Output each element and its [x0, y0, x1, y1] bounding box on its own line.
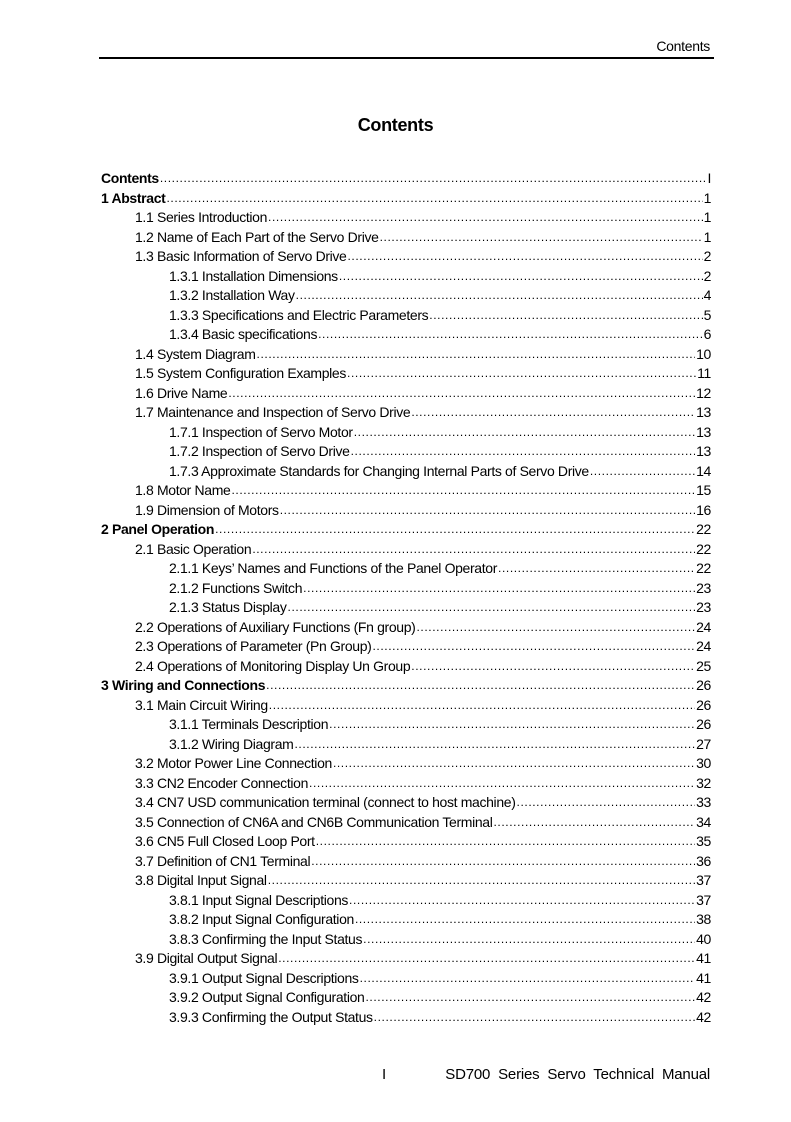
- toc-dot-leader: [252, 540, 695, 560]
- toc-dot-leader: [429, 306, 702, 326]
- toc-entry[interactable]: [101, 774, 711, 794]
- toc-entry-label: 2.3 Operations of Parameter (Pn Group): [135, 638, 372, 654]
- toc-entry-label: 2.1.1 Keys’ Names and Functions of the Panel Operator: [169, 560, 498, 576]
- toc-dot-leader: [269, 696, 695, 716]
- toc-entry[interactable]: [101, 676, 711, 696]
- toc-entry-label: 1.1 Series Introduction: [135, 209, 268, 225]
- toc-entry-page: 16: [696, 501, 711, 518]
- toc-dot-leader: [363, 930, 695, 950]
- toc-entry-page: 42: [696, 989, 711, 1005]
- toc-dot-leader: [365, 988, 695, 1008]
- toc-dot-leader: [268, 208, 703, 228]
- toc-entry-label: 3.1.2 Wiring Diagram: [169, 735, 294, 752]
- toc-entry-page: 1: [703, 209, 711, 225]
- toc-dot-leader: [498, 559, 695, 579]
- toc-entry-label: 3.9.3 Confirming the Output Status: [169, 1008, 373, 1025]
- toc-entry-label: 1.9 Dimension of Motors: [135, 501, 279, 518]
- toc-entry[interactable]: [101, 793, 711, 813]
- toc-entry-page: 41: [696, 950, 711, 966]
- toc-entry-page: 22: [696, 560, 711, 576]
- toc-entry-page: 23: [696, 579, 711, 596]
- toc-entry-page: 22: [696, 521, 711, 537]
- toc-entry-label: 1.3.4 Basic specifications: [169, 326, 318, 342]
- toc-entry-label: 3.7 Definition of CN1 Terminal: [135, 852, 311, 869]
- toc-entry-page: 40: [696, 930, 711, 947]
- toc-entry[interactable]: [101, 384, 711, 404]
- footer-page-number: I: [382, 1066, 387, 1083]
- toc-entry[interactable]: [101, 364, 711, 384]
- toc-dot-leader: [329, 715, 695, 735]
- toc-entry-label: 3 Wiring and Connections: [101, 677, 266, 693]
- toc-entry-page: 13: [696, 443, 711, 459]
- toc-entry-label: 1.7.2 Inspection of Servo Drive: [169, 443, 350, 459]
- toc-dot-leader: [348, 247, 703, 267]
- toc-dot-leader: [590, 462, 695, 482]
- toc-entry-page: 38: [696, 911, 711, 927]
- toc-entry-page: 2: [703, 248, 711, 264]
- toc-entry[interactable]: [101, 267, 711, 287]
- toc-dot-leader: [493, 813, 695, 833]
- toc-entry-label: 3.3 CN2 Encoder Connection: [135, 774, 309, 791]
- toc-entry[interactable]: [101, 657, 711, 677]
- toc-dot-leader: [296, 286, 703, 306]
- toc-entry-label: 1.3.3 Specifications and Electric Parameters: [169, 306, 429, 323]
- toc-entry[interactable]: [101, 696, 711, 716]
- toc-entry-page: 35: [696, 833, 711, 849]
- toc-entry-page: 33: [696, 794, 711, 810]
- toc-entry-page: I: [707, 170, 711, 186]
- toc-entry-page: 24: [696, 618, 711, 635]
- toc-dot-leader: [411, 657, 695, 677]
- toc-entry[interactable]: [101, 286, 711, 306]
- toc-entry-label: 1.3.2 Installation Way: [169, 287, 295, 303]
- toc-dot-leader: [339, 267, 703, 287]
- toc-entry-page: 1: [703, 228, 711, 245]
- toc-dot-leader: [231, 481, 695, 501]
- toc-entry-page: 42: [696, 1008, 711, 1025]
- toc-entry-label: 3.6 CN5 Full Closed Loop Port: [135, 833, 315, 849]
- toc-entry[interactable]: [101, 345, 711, 365]
- toc-entry[interactable]: [101, 735, 711, 755]
- running-header-title: Contents: [656, 38, 710, 54]
- toc-entry-page: 36: [696, 852, 711, 869]
- toc-dot-leader: [295, 735, 696, 755]
- toc-entry-page: 30: [696, 755, 711, 771]
- toc-entry-label: 3.9.2 Output Signal Configuration: [169, 989, 365, 1005]
- toc-entry-label: 3.9 Digital Output Signal: [135, 950, 278, 966]
- toc-dot-leader: [318, 325, 702, 345]
- toc-entry-label: 2.2 Operations of Auxiliary Functions (Fn group): [135, 618, 416, 635]
- toc-entry-label: 1.5 System Configuration Examples: [135, 365, 347, 381]
- toc-entry[interactable]: [101, 988, 711, 1008]
- toc-entry[interactable]: [101, 813, 711, 833]
- toc-entry[interactable]: [101, 715, 711, 735]
- toc-dot-leader: [215, 520, 695, 540]
- footer-manual-title: SD700 Series Servo Technical Manual: [445, 1066, 710, 1083]
- toc-entry-label: 2.1 Basic Operation: [135, 540, 252, 557]
- toc-dot-leader: [360, 969, 696, 989]
- toc-entry-label: 3.2 Motor Power Line Connection: [135, 755, 332, 771]
- toc-dot-leader: [266, 676, 695, 696]
- toc-dot-leader: [303, 579, 695, 599]
- toc-entry-label: 2.4 Operations of Monitoring Display Un Group: [135, 657, 411, 674]
- toc-entry-page: 23: [696, 599, 711, 615]
- toc-dot-leader: [309, 774, 695, 794]
- toc-dot-leader: [354, 423, 695, 443]
- toc-entry[interactable]: [101, 559, 711, 579]
- toc-entry-label: 3.9.1 Output Signal Descriptions: [169, 969, 359, 986]
- toc-entry-label: 1.7.1 Inspection of Servo Motor: [169, 423, 353, 440]
- toc-dot-leader: [351, 442, 696, 462]
- toc-entry-label: 3.1.1 Terminals Description: [169, 716, 329, 732]
- toc-dot-leader: [160, 169, 707, 189]
- toc-entry-label: 1.4 System Diagram: [135, 345, 256, 362]
- toc-entry-page: 12: [696, 384, 711, 401]
- toc-entry-page: 15: [696, 482, 711, 498]
- toc-dot-leader: [355, 910, 695, 930]
- toc-entry-label: 1.8 Motor Name: [135, 482, 231, 498]
- toc-dot-leader: [166, 189, 702, 209]
- toc-entry[interactable]: [101, 247, 711, 267]
- toc-entry[interactable]: [101, 462, 711, 482]
- toc-entry-label: 1.7.3 Approximate Standards for Changing Internal Parts of Servo Drive: [169, 462, 589, 479]
- toc-dot-leader: [373, 637, 696, 657]
- toc-entry-page: 26: [696, 677, 711, 693]
- toc-entry-page: 24: [696, 638, 711, 654]
- toc-dot-leader: [380, 228, 703, 248]
- toc-entry-label: 1.6 Drive Name: [135, 384, 228, 401]
- toc-entry-page: 1: [703, 189, 711, 206]
- toc-entry-page: 11: [697, 365, 711, 381]
- toc-entry[interactable]: [101, 442, 711, 462]
- toc-entry[interactable]: [101, 949, 711, 969]
- toc-dot-leader: [316, 832, 695, 852]
- toc-entry-label: 3.8.1 Input Signal Descriptions: [169, 891, 349, 908]
- toc-dot-leader: [416, 618, 695, 638]
- toc-dot-leader: [349, 891, 695, 911]
- toc-dot-leader: [228, 384, 695, 404]
- toc-entry[interactable]: [101, 325, 711, 345]
- toc-entry-label: 3.5 Connection of CN6A and CN6B Communication Terminal: [135, 813, 493, 830]
- toc-entry[interactable]: [101, 501, 711, 521]
- toc-entry-label: 3.1 Main Circuit Wiring: [135, 696, 268, 713]
- toc-entry[interactable]: [101, 969, 711, 989]
- toc-entry-label: Contents: [101, 170, 159, 186]
- toc-entry-label: 1.3 Basic Information of Servo Drive: [135, 248, 347, 264]
- toc-entry[interactable]: [101, 930, 711, 950]
- toc-dot-leader: [288, 598, 696, 618]
- toc-entry[interactable]: [101, 891, 711, 911]
- toc-entry-label: 3.8.2 Input Signal Configuration: [169, 911, 354, 927]
- toc-entry-page: 37: [696, 891, 711, 908]
- page-title: Contents: [357, 115, 434, 135]
- toc-entry[interactable]: [101, 208, 711, 228]
- toc-entry-page: 27: [696, 735, 711, 752]
- toc-entry[interactable]: [101, 618, 711, 638]
- toc-dot-leader: [347, 364, 696, 384]
- toc-entry[interactable]: [101, 910, 711, 930]
- toc-entry-page: 32: [696, 774, 711, 791]
- toc-entry-page: 34: [696, 813, 711, 830]
- toc-entry[interactable]: [101, 871, 711, 891]
- toc-entry[interactable]: [101, 423, 711, 443]
- toc-entry[interactable]: [101, 228, 711, 248]
- toc-entry[interactable]: [101, 189, 711, 209]
- toc-dot-leader: [268, 871, 695, 891]
- toc-entry-label: 1 Abstract: [101, 189, 166, 206]
- toc-entry[interactable]: [101, 169, 711, 189]
- toc-entry-page: 41: [696, 969, 711, 986]
- table-of-contents: [101, 169, 711, 1027]
- toc-entry-page: 26: [696, 696, 711, 713]
- toc-entry-page: 22: [696, 540, 711, 557]
- toc-entry-page: 6: [703, 326, 711, 342]
- toc-entry[interactable]: [101, 520, 711, 540]
- toc-entry-label: 1.2 Name of Each Part of the Servo Drive: [135, 228, 379, 245]
- toc-dot-leader: [278, 949, 695, 969]
- toc-dot-leader: [257, 345, 696, 365]
- toc-entry-label: 2.1.3 Status Display: [169, 599, 287, 615]
- toc-entry-label: 1.7 Maintenance and Inspection of Servo Drive: [135, 404, 411, 420]
- toc-entry-page: 26: [696, 716, 711, 732]
- toc-entry-label: 3.8 Digital Input Signal: [135, 872, 267, 888]
- toc-entry-page: 2: [703, 267, 711, 284]
- toc-entry[interactable]: [101, 852, 711, 872]
- toc-entry[interactable]: [101, 540, 711, 560]
- toc-entry-page: 4: [703, 287, 711, 303]
- toc-entry-label: 2 Panel Operation: [101, 521, 215, 537]
- toc-entry[interactable]: [101, 403, 711, 423]
- toc-dot-leader: [333, 754, 695, 774]
- toc-entry[interactable]: [101, 637, 711, 657]
- toc-entry[interactable]: [101, 1008, 711, 1028]
- toc-entry[interactable]: [101, 306, 711, 326]
- toc-entry-page: 5: [703, 306, 711, 323]
- toc-entry-label: 2.1.2 Functions Switch: [169, 579, 303, 596]
- toc-entry[interactable]: [101, 598, 711, 618]
- toc-entry[interactable]: [101, 754, 711, 774]
- toc-entry-page: 14: [696, 462, 711, 479]
- toc-entry[interactable]: [101, 481, 711, 501]
- header-rule: [99, 57, 714, 59]
- toc-entry-page: 37: [696, 872, 711, 888]
- toc-entry-label: 3.4 CN7 USD communication terminal (connect to host machine): [135, 794, 516, 810]
- toc-entry[interactable]: [101, 832, 711, 852]
- toc-entry-page: 13: [696, 423, 711, 440]
- toc-entry-label: 1.3.1 Installation Dimensions: [169, 267, 338, 284]
- toc-entry-page: 25: [696, 657, 711, 674]
- toc-dot-leader: [280, 501, 695, 521]
- toc-dot-leader: [517, 793, 696, 813]
- toc-entry-page: 13: [696, 404, 711, 420]
- toc-dot-leader: [374, 1008, 695, 1028]
- toc-entry[interactable]: [101, 579, 711, 599]
- toc-dot-leader: [311, 852, 695, 872]
- toc-entry-label: 3.8.3 Confirming the Input Status: [169, 930, 363, 947]
- toc-dot-leader: [411, 403, 695, 423]
- toc-entry-page: 10: [696, 345, 711, 362]
